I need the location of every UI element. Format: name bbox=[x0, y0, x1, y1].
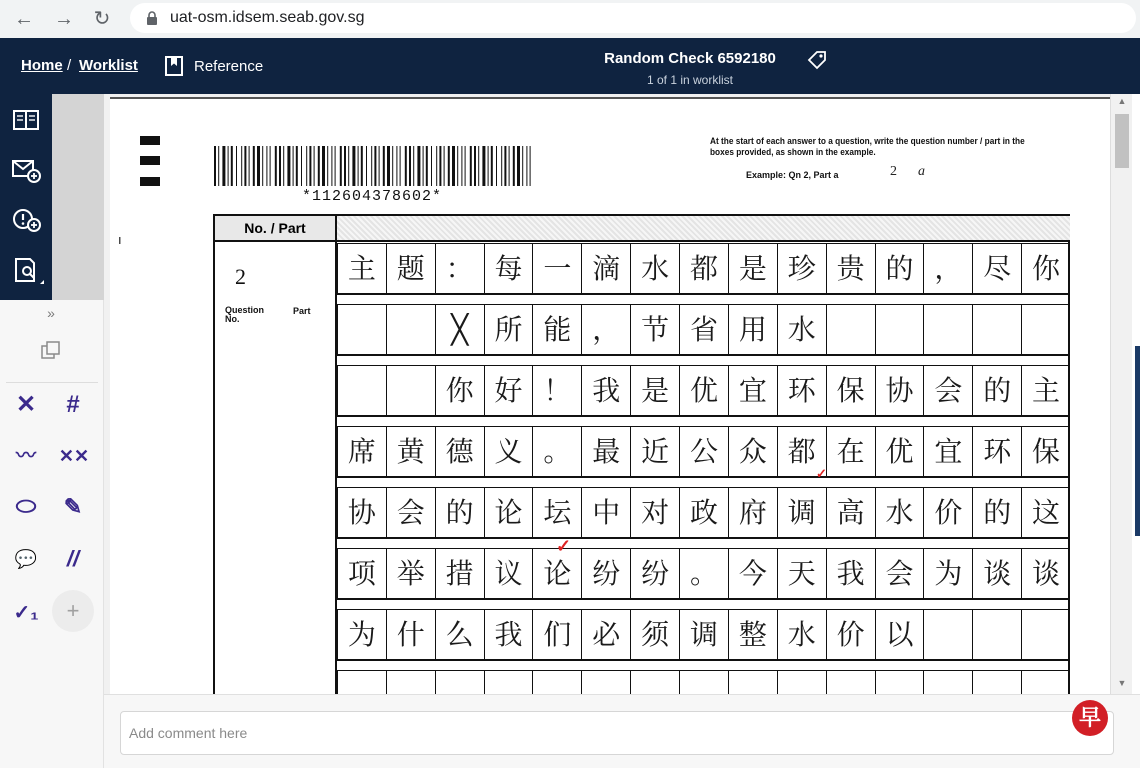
grid-cell: 谈 bbox=[972, 549, 1021, 598]
grid-cell: 么 bbox=[435, 610, 484, 659]
grid-cell: ： bbox=[435, 244, 484, 293]
question-label: Question No. bbox=[225, 305, 265, 324]
barcode-bar bbox=[228, 146, 229, 186]
grid-cell: 宜 bbox=[728, 366, 777, 415]
grid-cell: 府 bbox=[728, 488, 777, 537]
grid-cell: 宜 bbox=[923, 427, 972, 476]
barcode-bar bbox=[335, 146, 336, 186]
barcode-bar bbox=[283, 146, 284, 186]
scroll-down-arrow[interactable]: ▼ bbox=[1117, 678, 1127, 688]
barcode-bar bbox=[309, 146, 311, 186]
barcode-bar bbox=[270, 146, 271, 186]
grid-cell: 什 bbox=[386, 610, 435, 659]
side-panel-collapsed bbox=[52, 94, 108, 300]
mail-add-icon[interactable] bbox=[6, 150, 46, 190]
example-part-letter: a bbox=[918, 164, 925, 179]
barcode-bar bbox=[266, 146, 267, 186]
grid-cell: 须 bbox=[630, 610, 679, 659]
grid-cell: 都 bbox=[777, 427, 826, 476]
barcode-bar bbox=[513, 146, 515, 186]
highlighter-tool-icon[interactable]: ✎ bbox=[63, 494, 83, 519]
question-part-column bbox=[215, 242, 337, 696]
grid-cell bbox=[923, 305, 972, 354]
grid-cell: 题 bbox=[386, 244, 435, 293]
barcode-bar bbox=[366, 146, 367, 186]
barcode-bar bbox=[522, 146, 523, 186]
bookmark-icon[interactable] bbox=[164, 56, 184, 76]
barcode-bar bbox=[293, 146, 294, 186]
grid-cell bbox=[337, 305, 386, 354]
grid-cell: 论 bbox=[532, 549, 581, 598]
barcode-bar bbox=[379, 146, 380, 186]
barcode-bar bbox=[431, 146, 432, 186]
grid-cell: 议 bbox=[484, 549, 533, 598]
icon-rail bbox=[0, 94, 52, 300]
grid-cell: 谈 bbox=[1021, 549, 1070, 598]
grid-cell: 整 bbox=[728, 610, 777, 659]
barcode-bar bbox=[439, 146, 441, 186]
grid-cell: 用 bbox=[728, 305, 777, 354]
grid-cell: ！ bbox=[532, 366, 581, 415]
table-row bbox=[337, 243, 1070, 295]
grid-cell: 的 bbox=[875, 244, 924, 293]
hash-tool-icon[interactable]: # bbox=[66, 391, 80, 418]
grid-cell bbox=[826, 305, 875, 354]
grid-cell: 协 bbox=[337, 488, 386, 537]
grid-cell: 政 bbox=[679, 488, 728, 537]
worklist-position: 1 of 1 in worklist bbox=[646, 73, 734, 87]
grid-cell: 尽 bbox=[972, 244, 1021, 293]
grid-cell: 义 bbox=[484, 427, 533, 476]
grid-cell: 调 bbox=[777, 488, 826, 537]
barcode-bar bbox=[448, 146, 450, 186]
barcode-bar bbox=[478, 146, 479, 186]
grid-cell: 高 bbox=[826, 488, 875, 537]
barcode-bar bbox=[461, 146, 462, 186]
tag-icon[interactable] bbox=[806, 49, 828, 71]
back-button[interactable]: ← bbox=[14, 8, 34, 30]
copy-icon[interactable] bbox=[38, 338, 64, 364]
grid-cell: 我 bbox=[484, 610, 533, 659]
grid-cell: 为 bbox=[923, 549, 972, 598]
expand-palette-button[interactable]: » bbox=[47, 305, 55, 321]
barcode-bar bbox=[344, 146, 346, 186]
barcode-bar bbox=[409, 146, 411, 186]
tick-tool-icon[interactable]: ✓₁ bbox=[13, 602, 39, 624]
barcode-bar bbox=[348, 146, 349, 186]
grid-cell: 协 bbox=[875, 366, 924, 415]
grid-cell: 滴 bbox=[581, 244, 630, 293]
grid-cell: 的 bbox=[435, 488, 484, 537]
address-bar[interactable] bbox=[130, 3, 1136, 33]
table-header-label: No. / Part bbox=[215, 216, 337, 242]
barcode-number: *112604378602* bbox=[302, 188, 443, 205]
script-title: Random Check 6592180 bbox=[604, 50, 776, 67]
barcode-bar bbox=[405, 146, 407, 186]
columns-icon[interactable] bbox=[6, 100, 46, 140]
barcode-bar bbox=[457, 146, 458, 186]
barcode bbox=[214, 146, 532, 186]
grid-cell bbox=[972, 305, 1021, 354]
alert-add-icon[interactable] bbox=[6, 200, 46, 240]
barcode-bar bbox=[444, 146, 445, 186]
answer-table bbox=[213, 214, 1070, 694]
barcode-bar bbox=[465, 146, 466, 186]
grid-cell: 坛 bbox=[532, 488, 581, 537]
barcode-bar bbox=[262, 146, 263, 186]
grid-cell: 价 bbox=[826, 610, 875, 659]
barcode-bar bbox=[253, 146, 255, 186]
scroll-up-arrow[interactable]: ▲ bbox=[1117, 96, 1127, 106]
grid-cell: 的 bbox=[972, 366, 1021, 415]
squiggle-tool-icon[interactable]: 〰 bbox=[16, 445, 36, 467]
barcode-bar bbox=[413, 146, 414, 186]
grid-cell: 我 bbox=[581, 366, 630, 415]
grid-cell: 优 bbox=[875, 427, 924, 476]
question-number: 2 bbox=[235, 264, 246, 289]
grid-cell: 公 bbox=[679, 427, 728, 476]
grid-cell: 保 bbox=[1021, 427, 1070, 476]
ellipse-tool-icon[interactable]: ⬭ bbox=[15, 493, 37, 520]
comment-tool-icon[interactable]: 💬 bbox=[14, 549, 38, 569]
registration-mark bbox=[140, 177, 160, 186]
add-tool-button[interactable]: + bbox=[52, 590, 94, 632]
grid-cell: 以 bbox=[875, 610, 924, 659]
red-tick-mark: ✓ bbox=[556, 536, 572, 556]
barcode-bar bbox=[491, 146, 493, 186]
barcode-bar bbox=[222, 146, 225, 186]
grid-cell: 主 bbox=[337, 244, 386, 293]
grid-cell: 环 bbox=[972, 427, 1021, 476]
barcode-bar bbox=[358, 146, 359, 186]
grid-cell: 环 bbox=[777, 366, 826, 415]
grid-cell: 论 bbox=[484, 488, 533, 537]
grid-cell bbox=[875, 305, 924, 354]
barcode-bar bbox=[361, 146, 363, 186]
grid-cell: 今 bbox=[728, 549, 777, 598]
grid-cell: 水 bbox=[777, 610, 826, 659]
grid-cell: 水 bbox=[630, 244, 679, 293]
barcode-bar bbox=[218, 146, 219, 186]
barcode-bar bbox=[387, 146, 390, 186]
barcode-bar bbox=[244, 146, 246, 186]
grid-cell: 纷 bbox=[581, 549, 630, 598]
grid-cell: 举 bbox=[386, 549, 435, 598]
grid-cell: 保 bbox=[826, 366, 875, 415]
reload-button[interactable]: ↻ bbox=[93, 8, 111, 30]
grid-cell: 最 bbox=[581, 427, 630, 476]
example-question-number: 2 bbox=[890, 164, 897, 179]
barcode-bar bbox=[400, 146, 401, 186]
grid-cell: 黄 bbox=[386, 427, 435, 476]
double-cross-tool-icon[interactable]: ✕✕ bbox=[58, 446, 90, 466]
barcode-bar bbox=[257, 146, 260, 186]
reference-button[interactable]: Reference bbox=[194, 58, 264, 75]
margin-mark: ı bbox=[118, 232, 122, 247]
grid-cell: 项 bbox=[337, 549, 386, 598]
barcode-bar bbox=[306, 146, 307, 186]
grid-cell: 会 bbox=[923, 366, 972, 415]
table-header-shaded bbox=[337, 216, 1070, 242]
grid-cell: 天 bbox=[777, 549, 826, 598]
barcode-bar bbox=[340, 146, 342, 186]
barcode-bar bbox=[530, 146, 531, 186]
grid-cell: 省 bbox=[679, 305, 728, 354]
barcode-bar bbox=[374, 146, 376, 186]
barcode-bar bbox=[423, 146, 424, 186]
grid-cell: 必 bbox=[581, 610, 630, 659]
watermark-logo: 早 bbox=[1072, 700, 1108, 736]
writing-grid[interactable] bbox=[337, 242, 1070, 696]
home-link[interactable]: Home bbox=[21, 57, 63, 74]
barcode-bar bbox=[509, 146, 510, 186]
barcode-bar bbox=[287, 146, 290, 186]
grid-cell: 。 bbox=[532, 427, 581, 476]
url-text: uat-osm.idsem.seab.gov.sg bbox=[170, 9, 365, 26]
barcode-bar bbox=[314, 146, 315, 186]
barcode-bar bbox=[474, 146, 476, 186]
table-row bbox=[337, 487, 1070, 539]
table-row bbox=[337, 609, 1070, 661]
grid-cell: 为 bbox=[337, 610, 386, 659]
grid-cell: 贵 bbox=[826, 244, 875, 293]
comment-input[interactable] bbox=[120, 711, 1114, 755]
barcode-bar bbox=[331, 146, 332, 186]
grid-cell: 珍 bbox=[777, 244, 826, 293]
barcode-bar bbox=[452, 146, 455, 186]
grid-cell: 我 bbox=[826, 549, 875, 598]
grid-cell: 水 bbox=[875, 488, 924, 537]
barcode-bar bbox=[236, 146, 237, 186]
table-row bbox=[337, 304, 1070, 356]
grid-cell: 节 bbox=[630, 305, 679, 354]
barcode-bar bbox=[496, 146, 497, 186]
table-row bbox=[337, 365, 1070, 417]
grid-cell: 所 bbox=[484, 305, 533, 354]
barcode-bar bbox=[296, 146, 298, 186]
barcode-bar bbox=[501, 146, 502, 186]
barcode-bar bbox=[383, 146, 385, 186]
browser-toolbar bbox=[0, 0, 1140, 38]
breadcrumb-separator: / bbox=[67, 57, 72, 74]
grid-cell: 对 bbox=[630, 488, 679, 537]
worklist-link[interactable]: Worklist bbox=[79, 57, 138, 74]
table-row bbox=[337, 426, 1070, 478]
barcode-bar bbox=[352, 146, 355, 186]
barcode-bar bbox=[249, 146, 250, 186]
barcode-bar bbox=[482, 146, 485, 186]
barcode-bar bbox=[322, 146, 325, 186]
grid-cell: 水 bbox=[777, 305, 826, 354]
grid-cell: 能 bbox=[532, 305, 581, 354]
grid-cell: 在 bbox=[826, 427, 875, 476]
grid-cell: ， bbox=[923, 244, 972, 293]
barcode-bar bbox=[231, 146, 233, 186]
grid-cell: 德 bbox=[435, 427, 484, 476]
grid-cell: 主 bbox=[1021, 366, 1070, 415]
part-label: Part bbox=[293, 306, 311, 316]
lock-icon bbox=[144, 10, 160, 26]
grid-cell: 这 bbox=[1021, 488, 1070, 537]
barcode-bar bbox=[517, 146, 520, 186]
grid-cell: 中 bbox=[581, 488, 630, 537]
barcode-bar bbox=[396, 146, 397, 186]
grid-cell: 纷 bbox=[630, 549, 679, 598]
grid-cell: ， bbox=[581, 305, 630, 354]
grid-cell: 都 bbox=[679, 244, 728, 293]
registration-mark bbox=[140, 136, 160, 145]
edge-accent-bar bbox=[1135, 346, 1140, 536]
grid-cell: 一 bbox=[532, 244, 581, 293]
registration-mark bbox=[140, 156, 160, 165]
grid-cell: 近 bbox=[630, 427, 679, 476]
barcode-bar bbox=[526, 146, 527, 186]
grid-cell: 是 bbox=[728, 244, 777, 293]
barcode-bar bbox=[470, 146, 472, 186]
forward-button[interactable]: → bbox=[54, 8, 74, 30]
grid-cell: ╳ bbox=[435, 305, 484, 354]
grid-cell: 你 bbox=[1021, 244, 1070, 293]
annotation-palette bbox=[0, 300, 104, 768]
answer-instructions: At the start of each answer to a question, write the question number / part in the boxes provided, as shown in the example. bbox=[710, 136, 1025, 157]
scrollbar-thumb[interactable] bbox=[1115, 114, 1129, 168]
barcode-bar bbox=[279, 146, 281, 186]
barcode-bar bbox=[327, 146, 328, 186]
grid-cell: 每 bbox=[484, 244, 533, 293]
document-search-icon[interactable] bbox=[6, 250, 46, 290]
grid-cell: 价 bbox=[923, 488, 972, 537]
grid-cell bbox=[386, 305, 435, 354]
grid-cell: 会 bbox=[386, 488, 435, 537]
barcode-bar bbox=[275, 146, 277, 186]
grid-cell: 调 bbox=[679, 610, 728, 659]
grid-cell: 席 bbox=[337, 427, 386, 476]
slash-tool-icon[interactable]: // bbox=[66, 546, 80, 571]
barcode-bar bbox=[301, 146, 302, 186]
app-header bbox=[0, 38, 1140, 94]
barcode-bar bbox=[241, 146, 242, 186]
comment-panel bbox=[104, 694, 1140, 768]
grid-cell: 你 bbox=[435, 366, 484, 415]
grid-cell: 是 bbox=[630, 366, 679, 415]
red-tick-mark: ✓ bbox=[816, 466, 827, 481]
grid-cell: 的 bbox=[972, 488, 1021, 537]
grid-cell: 会 bbox=[875, 549, 924, 598]
barcode-bar bbox=[214, 146, 216, 186]
grid-cell: 。 bbox=[679, 549, 728, 598]
grid-cell: 优 bbox=[679, 366, 728, 415]
table-row bbox=[337, 548, 1070, 600]
barcode-bar bbox=[488, 146, 489, 186]
grid-cell: 好 bbox=[484, 366, 533, 415]
grid-cell: 众 bbox=[728, 427, 777, 476]
grid-cell: 措 bbox=[435, 549, 484, 598]
example-label: Example: Qn 2, Part a bbox=[746, 170, 839, 180]
barcode-bar bbox=[504, 146, 506, 186]
cross-tool-icon[interactable]: ✕ bbox=[15, 391, 37, 418]
barcode-bar bbox=[426, 146, 428, 186]
grid-cell bbox=[1021, 305, 1070, 354]
barcode-bar bbox=[371, 146, 372, 186]
grid-cell bbox=[972, 610, 1021, 659]
grid-cell bbox=[923, 610, 972, 659]
barcode-bar bbox=[436, 146, 437, 186]
barcode-bar bbox=[318, 146, 320, 186]
grid-cell: 们 bbox=[532, 610, 581, 659]
barcode-bar bbox=[417, 146, 420, 186]
barcode-bar bbox=[392, 146, 393, 186]
grid-cell bbox=[386, 366, 435, 415]
vertical-scrollbar[interactable] bbox=[1110, 94, 1132, 694]
grid-cell bbox=[1021, 610, 1070, 659]
grid-cell bbox=[337, 366, 386, 415]
palette-divider bbox=[6, 382, 98, 383]
